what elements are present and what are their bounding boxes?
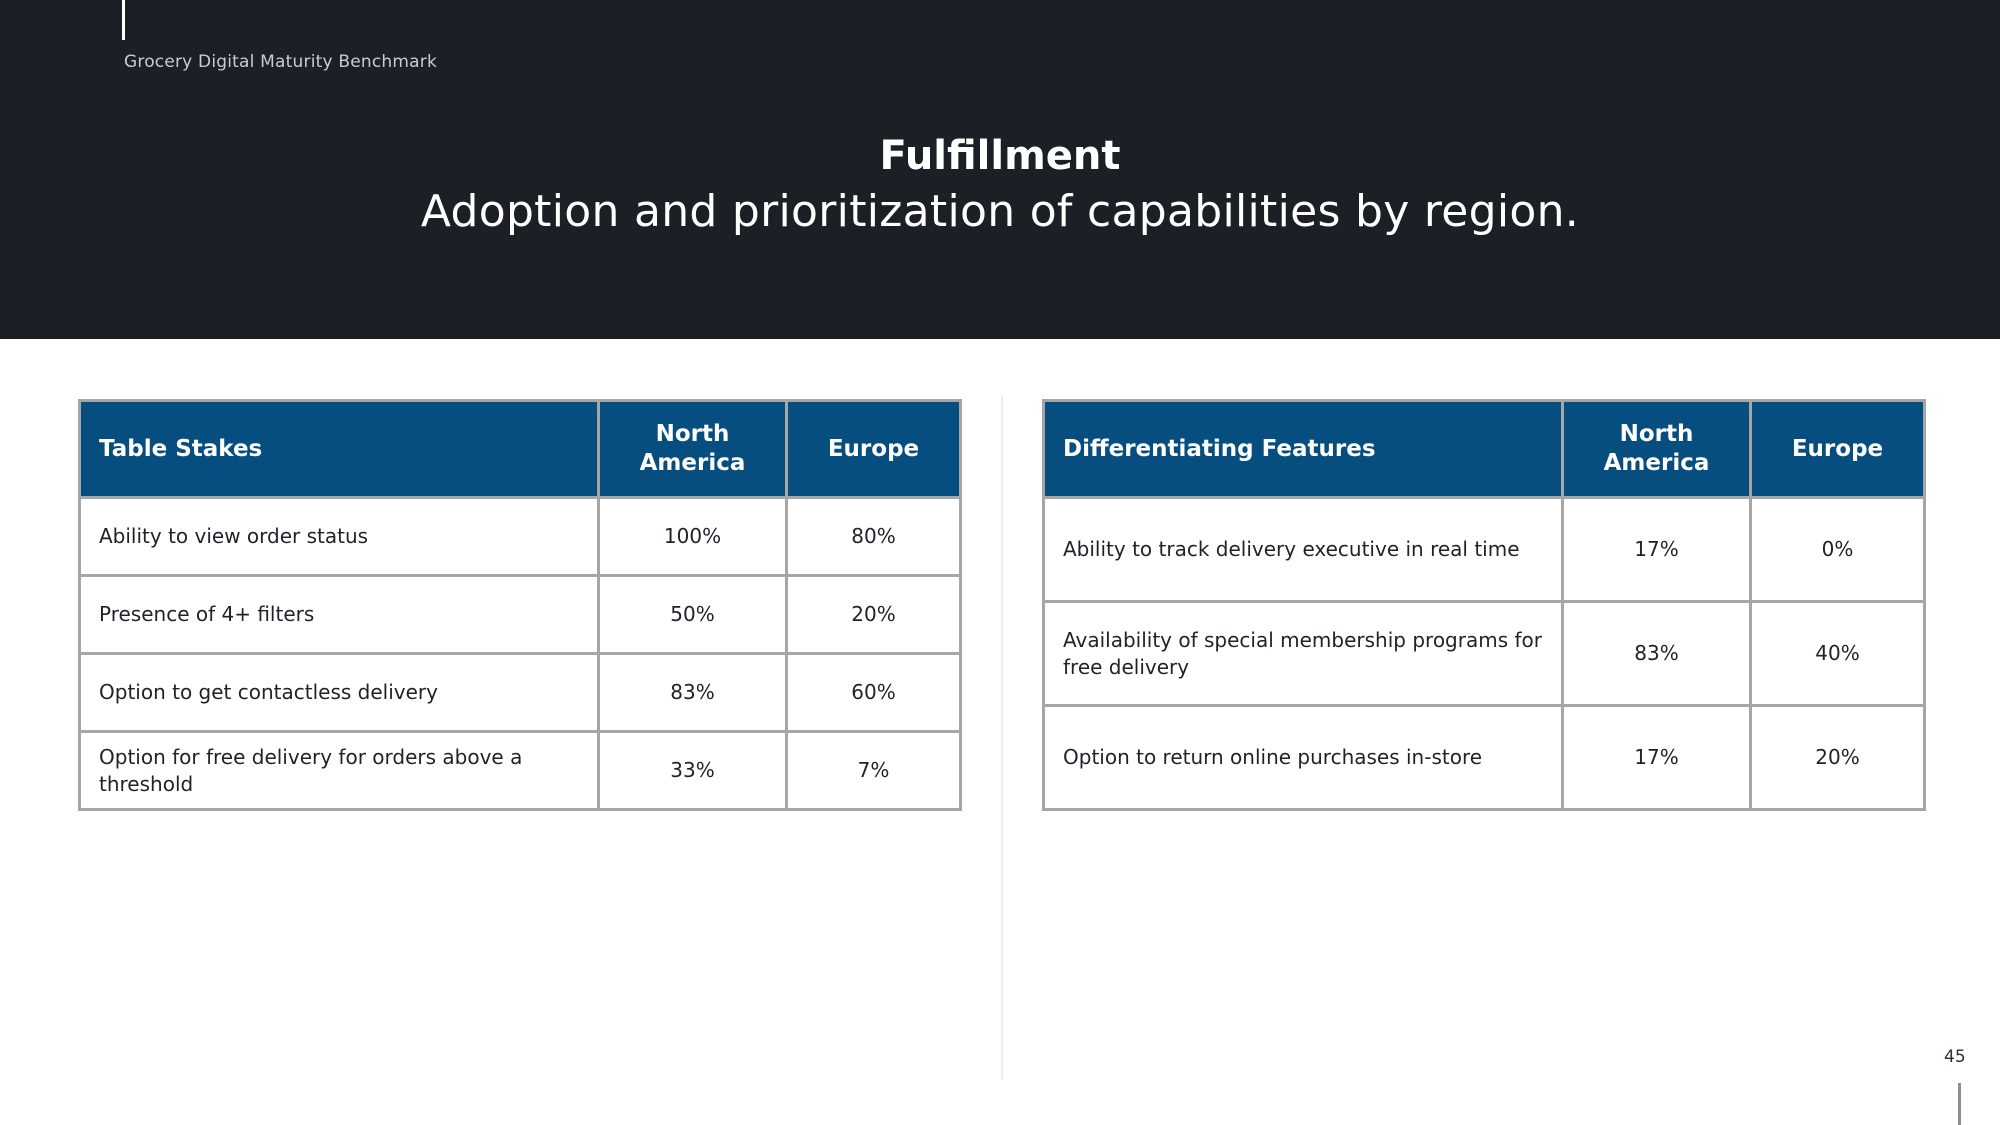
header-accent-rule [122,0,125,40]
differentiating-features-table [1042,399,1926,811]
header-banner [0,0,2000,339]
europe-value: 0% [1751,498,1925,602]
europe-value: 80% [787,498,961,576]
table-row [1044,706,1925,810]
europe-value: 20% [787,576,961,654]
table-row [80,654,961,732]
column-header-feature: Differentiating Features [1044,401,1563,498]
table-row [1044,602,1925,706]
europe-value: 60% [787,654,961,732]
table-header-row [80,401,961,498]
column-header-europe: Europe [787,401,961,498]
column-header-feature: Table Stakes [80,401,599,498]
row-label: Availability of special membership programs for free delivery [1044,602,1563,706]
north-america-value: 83% [599,654,787,732]
row-label: Option to return online purchases in-store [1044,706,1563,810]
column-header-north-america: North America [1563,401,1751,498]
column-divider [1001,395,1003,1080]
page-number: 45 [1944,1047,1966,1067]
table-row [80,732,961,810]
europe-value: 40% [1751,602,1925,706]
row-label: Ability to track delivery executive in real time [1044,498,1563,602]
page-subtitle: Adoption and prioritization of capabilities by region. [420,186,1580,237]
north-america-value: 100% [599,498,787,576]
table-row [80,498,961,576]
table-row [80,576,961,654]
table-row [1044,498,1925,602]
page-title: Fulfillment [879,133,1121,179]
table-header-row [1044,401,1925,498]
footer-accent-rule [1958,1083,1961,1125]
column-header-north-america: North America [599,401,787,498]
column-header-europe: Europe [1751,401,1925,498]
europe-value: 7% [787,732,961,810]
row-label: Presence of 4+ filters [80,576,599,654]
north-america-value: 33% [599,732,787,810]
row-label: Option to get contactless delivery [80,654,599,732]
row-label: Ability to view order status [80,498,599,576]
north-america-value: 83% [1563,602,1751,706]
brand-label: Grocery Digital Maturity Benchmark [124,52,437,72]
north-america-value: 17% [1563,706,1751,810]
table-stakes-table [78,399,962,811]
row-label: Option for free delivery for orders above a threshold [80,732,599,810]
europe-value: 20% [1751,706,1925,810]
north-america-value: 50% [599,576,787,654]
north-america-value: 17% [1563,498,1751,602]
